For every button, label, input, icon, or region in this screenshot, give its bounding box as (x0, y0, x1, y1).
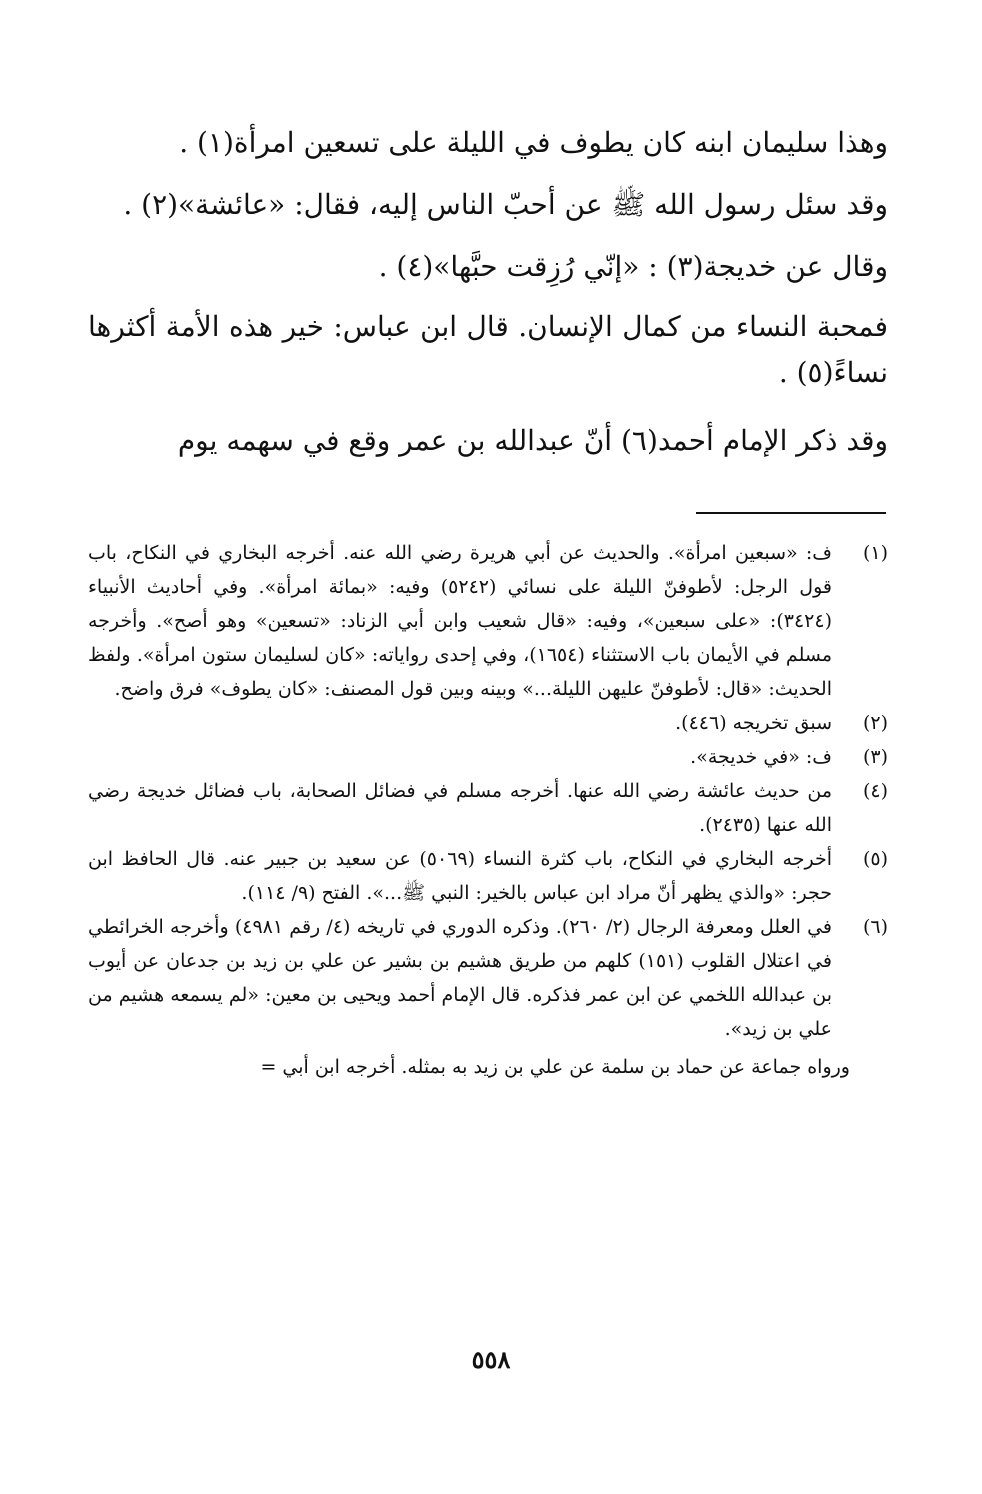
footnote-separator (696, 512, 886, 514)
footnote-text: من حديث عائشة رضي الله عنها. أخرجه مسلم في فضائل الصحابة، باب فضائل خديجة رضي الله عنها (٢٤٣٥). (88, 780, 832, 836)
footnote-number: (٣) (862, 746, 888, 768)
footnote-number: (١) (862, 542, 888, 564)
main-line-1: وهذا سليمان ابنه كان يطوف في الليلة على تسعين امرأة(١) . (179, 126, 888, 159)
footnote-text: ف: «سبعين امرأة». والحديث عن أبي هريرة رضي الله عنه. أخرجه البخاري في النكاح، باب قول الرجل: لأطوفنّ الليلة على نسائي (٥٢٤٢) وفيه: «بمائة امرأة». وفي أحاديث الأنبياء (٣٤٢٤): «على سبعين»، وفيه: «قال شعيب وابن أبي الزناد: «تسعين» وهو أصح». وأخرجه مسلم في الأيمان باب الاستثناء (١٦٥٤)، وفي إحدى رواياته: «كان لسليمان ستون امرأة». ولفظ الحديث: «قال: لأطوفنّ عليهن الليلة...» وبينه وبين قول المصنف: «كان يطوف» فرق واضح. (88, 542, 832, 700)
footnote-3 (88, 740, 888, 774)
main-line-3: وقال عن خديجة(٣) : «إنّي رُزِقت حبَّها»(٤) . (378, 250, 888, 283)
footnote-5 (88, 842, 888, 910)
footnote-continuation: ورواه جماعة عن حماد بن سلمة عن علي بن زيد به بمثله. أخرجه ابن أبي = (260, 1056, 850, 1078)
footnote-1 (88, 536, 888, 706)
footnote-number: (٥) (862, 848, 888, 870)
footnote-6 (88, 910, 888, 1046)
footnote-text: في العلل ومعرفة الرجال (٢/ ٢٦٠). وذكره الدوري في تاريخه (٤/ رقم ٤٩٨١) وأخرجه الخرائطي في اعتلال القلوب (١٥١) كلهم من طريق هشيم بن بشير عن علي بن زيد بن جدعان عن أيوب بن عبدالله اللخمي عن ابن عمر فذكره. قال الإمام أحمد ويحيى بن معين: «لم يسمعه هشيم من علي بن زيد». (88, 916, 832, 1040)
footnote-number: (٦) (862, 916, 888, 938)
footnote-text: أخرجه البخاري في النكاح، باب كثرة النساء (٥٠٦٩) عن سعيد بن جبير عنه. قال الحافظ ابن حجر: «والذي يظهر أنّ مراد ابن عباس بالخير: النبي ﷺ...». الفتح (٩/ ١١٤). (88, 848, 832, 904)
main-line-2: وقد سئل رسول الله ﷺ عن أحبّ الناس إليه، فقال: «عائشة»(٢) . (123, 188, 888, 221)
footnote-number: (٢) (862, 712, 888, 734)
footnotes (88, 536, 888, 1084)
footnote-2 (88, 706, 888, 740)
footnote-4 (88, 774, 888, 842)
main-paragraph-4: فمحبة النساء من كمال الإنسان. قال ابن عباس: خير هذه الأمة أكثرها نساءً(٥) . (88, 310, 888, 389)
footnote-number: (٤) (862, 780, 888, 802)
footnote-text: ف: «في خديجة». (690, 746, 832, 768)
main-line-5: وقد ذكر الإمام أحمد(٦) أنّ عبدالله بن عمر وقع في سهمه يوم (177, 424, 888, 457)
footnote-text: سبق تخريجه (٤٤٦). (675, 712, 832, 734)
page-number: ٥٥٨ (471, 1345, 511, 1374)
main-text (88, 112, 888, 472)
